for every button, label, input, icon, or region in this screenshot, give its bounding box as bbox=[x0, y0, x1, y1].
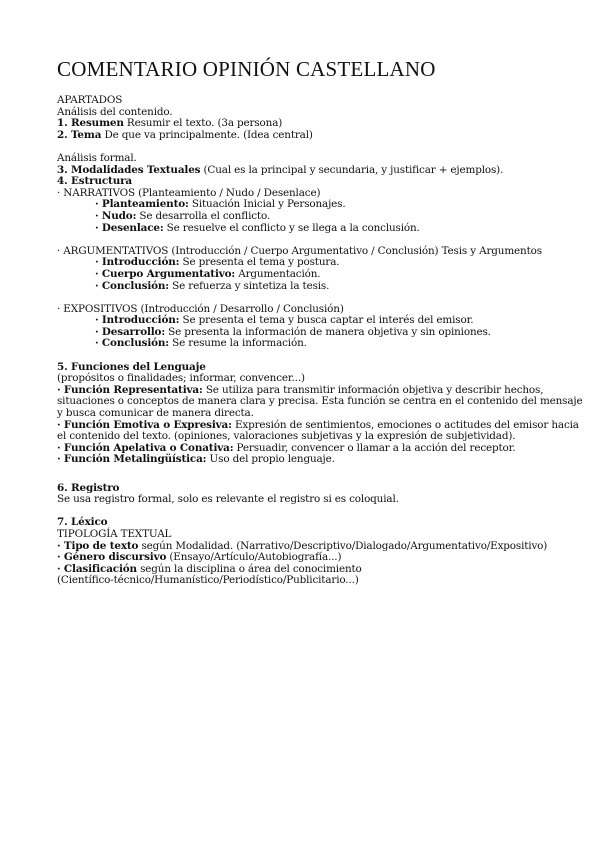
item-text: Se presenta la información de manera objetiva y sin opiniones. bbox=[165, 325, 491, 338]
funciones-title: 5. Funciones del Lenguaje bbox=[57, 360, 206, 373]
item-label: · Clasificación bbox=[57, 562, 137, 575]
item-text: Se presenta el tema y postura. bbox=[179, 256, 340, 269]
expositivos-item bbox=[57, 338, 587, 350]
item-text: Persuadir, convencer o llamar a la acción del receptor. bbox=[233, 441, 516, 454]
item-text: según Modalidad. (Narrativo/Descriptivo/Dialogado/Argumentativo/Expositivo) bbox=[138, 539, 548, 552]
modalidades-label: 3. Modalidades Textuales bbox=[57, 163, 201, 176]
item-label: · Tipo de texto bbox=[57, 539, 139, 552]
estructura-heading bbox=[57, 176, 587, 188]
registro-text: Se usa registro formal, solo es relevante el registro si es coloquial. bbox=[57, 493, 399, 506]
registro-title: 6. Registro bbox=[57, 481, 120, 494]
modalidades-item bbox=[57, 165, 587, 177]
item-text: según la disciplina o área del conocimiento bbox=[136, 562, 362, 575]
document-title: COMENTARIO OPINIÓN CASTELLANO bbox=[57, 57, 436, 81]
resumen-label: 1. Resumen bbox=[57, 117, 124, 130]
clasificacion-list: (Científico-técnico/Humanístico/Periodístico/Publicitario...) bbox=[57, 574, 359, 587]
item-text: Se refuerza y sintetiza la tesis. bbox=[169, 279, 330, 292]
item-text: Se utiliza para transmitir información objetiva y describir hechos, situaciones o conceptos de manera clara y precisa. Esta función se centra en el contenido del mensaje y busca comunicar de manera directa. bbox=[57, 383, 583, 420]
funcion-item bbox=[57, 385, 587, 420]
item-text: Se resume la información. bbox=[169, 337, 307, 350]
tema-label: 2. Tema bbox=[57, 128, 102, 141]
funciones-subtitle: (propósitos o finalidades; informar, convencer...) bbox=[57, 372, 305, 385]
tema-text: De que va principalmente. (Idea central) bbox=[101, 128, 313, 141]
item-label: · Nudo: bbox=[95, 209, 137, 222]
item-label: · Conclusión: bbox=[95, 337, 169, 350]
item-label: · Planteamiento: bbox=[95, 198, 189, 211]
item-text: Expresión de sentimientos, emociones o actitudes del emisor hacia el contenido del texto. (opiniones, valoraciones subjetivas y la expresión de subjetividad). bbox=[57, 418, 579, 443]
argumentativos-item bbox=[57, 281, 587, 293]
narrativos-header: · NARRATIVOS (Planteamiento / Nudo / Desenlace) bbox=[57, 186, 321, 199]
item-label: · Función Apelativa o Conativa: bbox=[57, 441, 234, 454]
funcion-item bbox=[57, 420, 587, 443]
expositivos-header: · EXPOSITIVOS (Introducción / Desarrollo / Conclusión) bbox=[57, 302, 344, 315]
apartados-heading: APARTADOS bbox=[57, 94, 123, 106]
item-label: · Desenlace: bbox=[95, 221, 164, 234]
tipologia-heading: TIPOLOGÍA TEXTUAL bbox=[57, 527, 172, 540]
item-text: (Ensayo/Artículo/Autobiografía...) bbox=[166, 551, 342, 564]
narrativos-item bbox=[57, 223, 587, 235]
item-label: · Introducción: bbox=[95, 314, 180, 327]
item-label: · Introducción: bbox=[95, 256, 180, 269]
item-text: Se desarrolla el conflicto. bbox=[136, 209, 271, 222]
estructura-label: 4. Estructura bbox=[57, 175, 133, 188]
document-body bbox=[57, 95, 587, 587]
modalidades-text: (Cual es la principal y secundaria, y justificar + ejemplos). bbox=[200, 163, 504, 176]
analisis-contenido: Análisis del contenido. bbox=[57, 105, 173, 118]
item-text: Se presenta el tema y busca captar el interés del emisor. bbox=[179, 314, 474, 327]
item-text: Argumentación. bbox=[235, 267, 321, 280]
analisis-formal: Análisis formal. bbox=[57, 151, 137, 164]
item-label: · Función Emotiva o Expresiva: bbox=[57, 418, 232, 431]
item-label: · Género discursivo bbox=[57, 551, 167, 564]
item-label: · Conclusión: bbox=[95, 279, 169, 292]
item-text: Uso del propio lenguaje. bbox=[206, 453, 335, 466]
item-text: Situación Inicial y Personajes. bbox=[188, 198, 346, 211]
lexico-title: 7. Léxico bbox=[57, 516, 108, 529]
item-text: Se resuelve el conflicto y se llega a la conclusión. bbox=[163, 221, 420, 234]
item-label: · Desarrollo: bbox=[95, 325, 166, 338]
funcion-item bbox=[57, 454, 587, 466]
item-label: · Cuerpo Argumentativo: bbox=[95, 267, 236, 280]
item-label: · Función Representativa: bbox=[57, 383, 203, 396]
resumen-text: Resumir el texto. (3a persona) bbox=[123, 117, 283, 130]
tema-item bbox=[57, 130, 587, 142]
item-label: · Función Metalingüística: bbox=[57, 453, 207, 466]
argumentativos-header: · ARGUMENTATIVOS (Introducción / Cuerpo Argumentativo / Conclusión) Tesis y Argumentos bbox=[57, 244, 542, 257]
